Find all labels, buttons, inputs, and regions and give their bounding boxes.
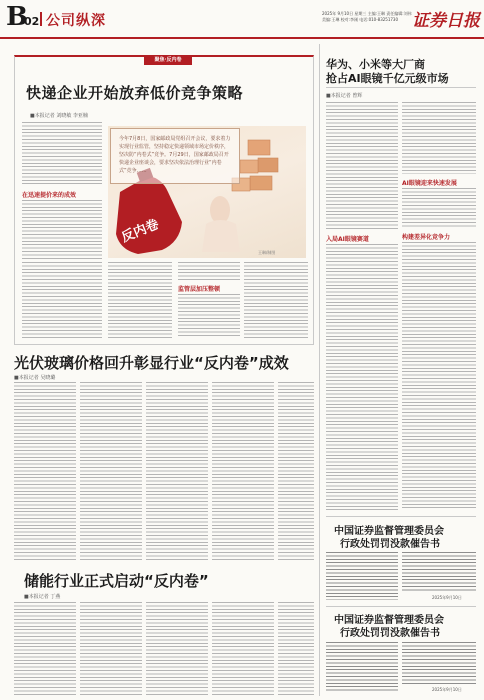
notice1-rule bbox=[326, 516, 476, 517]
lead-byline: ■本报记者 刘晓敏 李亚楠 bbox=[30, 113, 88, 119]
article2-col1 bbox=[14, 382, 76, 560]
article2-title: 光伏玻璃价格回升彰显行业“反内卷”成效 bbox=[14, 354, 289, 372]
right-text-col1a bbox=[326, 102, 398, 230]
notice1-title-line1: 中国证券监督管理委员会 bbox=[334, 526, 444, 537]
notice2-title-line1: 中国证券监督管理委员会 bbox=[334, 615, 444, 626]
right-subhead-2: AI眼镜迎来快速发展 bbox=[402, 180, 457, 187]
lead-text-col2 bbox=[108, 262, 172, 338]
right-text-col1b bbox=[326, 244, 398, 510]
right-byline: ■本报记者 曾辉 bbox=[326, 93, 363, 99]
right-title-rule bbox=[326, 87, 476, 88]
parcel-icon bbox=[258, 158, 278, 172]
right-text-col2b bbox=[402, 188, 476, 228]
right-title-line2: 抢占AI眼镜千亿元级市场 bbox=[326, 72, 449, 85]
notice1-date: 2025年9月10日 bbox=[432, 595, 462, 600]
lead-text-col1a bbox=[22, 122, 102, 186]
notice2-body-left bbox=[326, 642, 398, 692]
lead-quote-box: 今年7月8日，国家邮政局党组召开会议，要求着力实现行业监管，坚持稳定快递领域市场定价秩序，坚决防“内卷式”竞争。7月29日，国家邮政局召开快递企业座谈会，要求坚决依法治理行业“内卷式”竞争…… bbox=[110, 128, 240, 184]
lead-text-col1b bbox=[22, 200, 102, 260]
article3-byline: ■本报记者 丁燕 bbox=[24, 594, 61, 600]
lead-subhead-2: 监管层加压整顿 bbox=[178, 286, 221, 293]
parcel-icon bbox=[248, 140, 270, 155]
anti-involution-stamp: 反内卷 bbox=[119, 217, 162, 246]
article2-col4 bbox=[212, 382, 274, 560]
page-number: 02 bbox=[24, 15, 40, 28]
notice2-rule bbox=[326, 606, 476, 607]
parcel-icon bbox=[250, 176, 272, 190]
notice2-body-right bbox=[402, 642, 476, 684]
article3-col3 bbox=[146, 602, 208, 696]
lead-text-col3b bbox=[178, 294, 240, 338]
lead-text-col4 bbox=[244, 262, 308, 338]
notice2-date: 2025年9月10日 bbox=[432, 687, 462, 692]
notice2-title-line2: 行政处罚罚没款催告书 bbox=[340, 628, 440, 639]
lead-text-col1c bbox=[22, 262, 102, 338]
article2-byline: ■本报记者 吴晓璐 bbox=[14, 375, 56, 381]
article3-title: 储能行业正式启动“反内卷” bbox=[24, 572, 209, 590]
right-title-line1: 华为、小米等大厂商 bbox=[326, 58, 425, 71]
parcel-icon bbox=[240, 160, 258, 173]
notice1-title-line2: 行政处罚罚没款催告书 bbox=[340, 539, 440, 550]
article2-col5 bbox=[278, 382, 314, 560]
article2-col3 bbox=[146, 382, 208, 560]
notice1-body-left bbox=[326, 552, 398, 600]
notice1-body-right bbox=[402, 552, 476, 592]
page-letter: B bbox=[6, 2, 28, 32]
article3-col5 bbox=[278, 602, 314, 696]
right-text-col2c bbox=[402, 242, 476, 510]
lead-title: 快递企业开始放弃低价竞争策略 bbox=[26, 84, 244, 102]
person-figure bbox=[210, 196, 230, 224]
lead-tag: 聚焦·反内卷 bbox=[144, 56, 192, 65]
article2-col2 bbox=[80, 382, 142, 560]
lead-text-col3a bbox=[178, 262, 240, 282]
right-subhead-3: 构建差异化竞争力 bbox=[402, 234, 451, 241]
header-meta: 2025年 9月10日 星期三 主编:王琳 责任编辑:刘伟 美编:王琳 校对:李刚 电话:010-83251730 bbox=[322, 11, 412, 22]
article3-col2 bbox=[80, 602, 142, 696]
header-divider bbox=[40, 12, 42, 26]
illustration-credit: 王琳/制图 bbox=[258, 250, 276, 255]
right-text-col2a bbox=[402, 102, 476, 174]
section-name: 公司纵深 bbox=[46, 13, 106, 29]
article3-col4 bbox=[212, 602, 274, 696]
lead-subhead-1: 在迅速提价来的成效 bbox=[22, 192, 77, 199]
newspaper-logo: 证券日报 bbox=[412, 11, 480, 31]
person-body bbox=[202, 220, 240, 252]
right-subhead-1: 入局AI眼镜赛道 bbox=[326, 236, 369, 243]
column-divider bbox=[319, 44, 320, 696]
header-rule bbox=[0, 37, 484, 39]
article3-col1 bbox=[14, 602, 76, 696]
